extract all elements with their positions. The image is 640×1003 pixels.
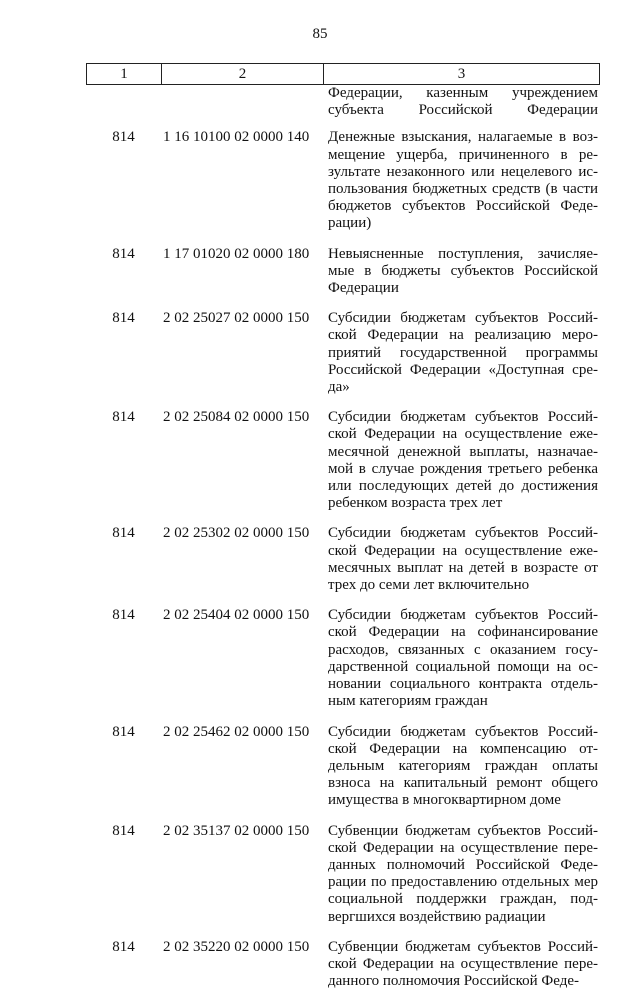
- table-header-row: [86, 63, 600, 85]
- table-row: [86, 939, 600, 991]
- continuation-text: Федерации, казенным учреждением субъекта Российской Федерации: [328, 85, 598, 119]
- table-body: [86, 85, 600, 1003]
- admin-code-cell: 814: [112, 129, 135, 146]
- kbk-code-cell: 2 02 25302 02 0000 150: [163, 525, 310, 542]
- table-row: [86, 129, 600, 232]
- admin-code-cell: 814: [112, 938, 135, 955]
- kbk-code-cell: 2 02 25027 02 0000 150: [163, 310, 310, 327]
- table-row: [86, 607, 600, 710]
- kbk-code-cell: 2 02 35220 02 0000 150: [163, 938, 310, 955]
- kbk-code-cell: 2 02 25404 02 0000 150: [163, 607, 310, 624]
- page-number: 85: [312, 26, 328, 42]
- kbk-code-cell: 1 17 01020 02 0000 180: [163, 245, 310, 262]
- admin-code-cell: 814: [112, 607, 135, 624]
- kbk-code-cell: 2 02 25462 02 0000 150: [163, 723, 310, 740]
- name-cell: Субсидии бюджетам субъектов Россий-ской Федерации на компенсацию от-дельным категориям граждан оплаты взноса на капитальный ремонт общего имущества в многоквартирном доме: [328, 723, 598, 809]
- table-row: [86, 724, 600, 810]
- name-cell: Субсидии бюджетам субъектов Россий-ской Федерации на софинансирование расходов, связанных с оказанием госу-дарственной социальной помощи на ос-новании социального контракта отдель-ным категориям граждан: [328, 607, 598, 710]
- table-row: [86, 409, 600, 512]
- name-cell: Субвенции бюджетам субъектов Россий-ской Федерации на осуществление пере-данных полномочий Российской Феде-рации по предоставлению отдельных мер социальной поддержки граждан, под-вергшихся воздействию радиации: [328, 822, 598, 925]
- admin-code-cell: 814: [112, 245, 135, 262]
- name-cell: Субсидии бюджетам субъектов Россий-ской Федерации на реализацию меро-приятий государственной программы Российской Федерации «Доступная сре-да»: [328, 310, 598, 396]
- name-cell: Денежные взыскания, налагаемые в воз-мещение ущерба, причиненного в ре-зультате незаконного или нецелевого ис-пользования бюджетных средств (в части бюджетов субъектов Российской Феде-рации): [328, 129, 598, 232]
- column-header-3: 3: [457, 66, 466, 82]
- name-cell: Субвенции бюджетам субъектов Россий-ской Федерации на осуществление пере-данного полномочия Российской Феде-: [328, 938, 598, 990]
- kbk-code-cell: 1 16 10100 02 0000 140: [163, 129, 310, 146]
- name-cell: Субсидии бюджетам субъектов Россий-ской Федерации на осуществление еже-месячных выплат на детей в возрасте от трех до семи лет включительно: [328, 525, 598, 594]
- table-row: [86, 823, 600, 926]
- column-header-1: 1: [87, 64, 162, 84]
- admin-code-cell: 814: [112, 409, 135, 426]
- name-cell: Невыясненные поступления, зачисляе-мые в бюджеты субъектов Российской Федерации: [328, 245, 598, 297]
- table-row: [86, 246, 600, 298]
- admin-code-cell: 814: [112, 723, 135, 740]
- admin-code-cell: 814: [112, 310, 135, 327]
- table-row: [86, 525, 600, 594]
- name-cell: Субсидии бюджетам субъектов Россий-ской Федерации на осуществление еже-месячной денежной выплаты, назначае-мой в случае рождения третьего ребенка или последующих детей до достижения ребенком возраста трех лет: [328, 409, 598, 512]
- column-header-2: 2: [162, 64, 324, 84]
- kbk-code-cell: 2 02 35137 02 0000 150: [163, 822, 310, 839]
- continuation-row: [86, 85, 600, 119]
- kbk-code-cell: 2 02 25084 02 0000 150: [163, 409, 310, 426]
- admin-code-cell: 814: [112, 525, 135, 542]
- admin-code-cell: 814: [112, 822, 135, 839]
- table-row: [86, 310, 600, 396]
